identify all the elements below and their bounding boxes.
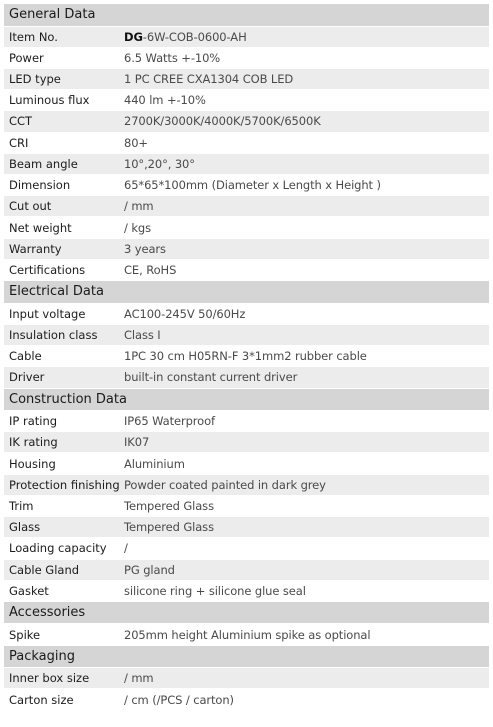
spec-label: LED type [9,72,61,87]
spec-label: Housing [9,456,56,471]
spec-value: silicone ring + silicone glue seal [124,583,306,598]
spec-label: Trim [9,498,34,513]
spec-row-item-no [4,27,489,48]
item-code: -6W-COB-0600-AH [142,29,247,44]
spec-value: / cm (/PCS / carton) [124,692,234,707]
spec-row-inner-box-size [4,668,489,689]
spec-label: Loading capacity [9,541,107,556]
spec-row-insulation-class [4,325,489,346]
spec-label: Inner box size [9,671,90,686]
spec-label: IK rating [9,435,58,450]
spec-label: Cut out [9,199,52,214]
spec-row-cri [4,133,489,154]
spec-value: 1 PC CREE CXA1304 COB LED [124,72,294,87]
spec-row-cct [4,111,489,132]
spec-value: IK07 [124,435,150,450]
spec-label: Gasket [9,583,49,598]
section-header-construction-data [4,389,489,412]
section-title: Electrical Data [9,284,104,300]
spec-row-warranty [4,239,489,260]
spec-row-glass [4,517,489,538]
spec-sheet [4,4,489,711]
spec-row-gasket [4,581,489,602]
spec-value: 80+ [124,135,148,150]
spec-row-trim [4,496,489,517]
spec-label: Input voltage [9,306,86,321]
spec-row-protection-finishing [4,475,489,496]
section-header-accessories [4,602,489,625]
section-title: Accessories [9,605,86,621]
spec-label: IP rating [9,414,58,429]
spec-label: Cable Gland [9,562,80,577]
section-title: Construction Data [9,391,127,407]
section-title: Packaging [9,648,75,664]
spec-value: / [124,541,128,556]
spec-value: Powder coated painted in dark grey [124,477,326,492]
spec-label: CCT [9,114,33,129]
spec-value [118,30,489,44]
spec-value: Class I [124,327,161,342]
spec-value: built-in constant current driver [124,370,298,385]
spec-row-cut-out [4,196,489,217]
spec-row-beam-angle [4,154,489,175]
spec-label: Luminous flux [9,93,90,108]
spec-value: AC100-245V 50/60Hz [124,306,246,321]
spec-value: 1PC 30 cm H05RN-F 3*1mm2 rubber cable [124,349,367,364]
spec-label: Item No. [9,29,58,44]
spec-label: Warranty [9,241,62,256]
spec-label: Certifications [9,263,86,278]
spec-label: Protection finishing [9,477,120,492]
spec-label: Spike [9,627,41,642]
spec-row-input-voltage [4,304,489,325]
spec-label: Dimension [9,178,71,193]
spec-label: Carton size [9,692,74,707]
section-title: General Data [9,7,96,23]
spec-row-dimension [4,175,489,196]
spec-value: / kgs [124,220,151,235]
spec-value: 440 lm +-10% [124,93,206,108]
spec-label: Cable [9,349,42,364]
spec-row-loading-capacity [4,538,489,559]
spec-label: Power [9,50,44,65]
item-prefix: DG [124,29,143,44]
spec-row-led-type [4,69,489,90]
spec-label: CRI [9,135,29,150]
section-header-general-data [4,4,489,27]
spec-label: Beam angle [9,156,78,171]
spec-value: 205mm height Aluminium spike as optional [124,627,371,642]
spec-row-spike [4,624,489,645]
spec-row-net-weight [4,217,489,238]
spec-row-luminous-flux [4,90,489,111]
spec-value: 3 years [124,241,166,256]
spec-value: / mm [124,199,154,214]
spec-row-certifications [4,260,489,281]
spec-row-carton-size [4,689,489,710]
spec-value: 6.5 Watts +-10% [124,50,221,65]
spec-row-cable [4,346,489,367]
spec-row-cable-gland [4,560,489,581]
spec-row-housing [4,453,489,474]
spec-value: 10°,20°, 30° [124,156,195,171]
spec-value: Tempered Glass [124,498,214,513]
spec-value: / mm [124,671,154,686]
spec-value: IP65 Waterproof [124,414,216,429]
spec-value: 65*65*100mm (Diameter x Length x Height ) [124,178,381,193]
spec-label: Glass [9,520,41,535]
spec-label: Net weight [9,220,72,235]
spec-value: Tempered Glass [124,520,214,535]
spec-label: Driver [9,370,45,385]
spec-value: PG gland [124,562,175,577]
spec-value: CE, RoHS [124,263,177,278]
section-header-electrical-data [4,281,489,304]
spec-row-ik-rating [4,432,489,453]
section-header-packaging [4,646,489,669]
spec-value: 2700K/3000K/4000K/5700K/6500K [124,114,321,129]
spec-value: Aluminium [124,456,185,471]
spec-row-ip-rating [4,411,489,432]
spec-row-driver [4,367,489,388]
spec-label: Insulation class [9,327,98,342]
spec-row-power [4,48,489,69]
